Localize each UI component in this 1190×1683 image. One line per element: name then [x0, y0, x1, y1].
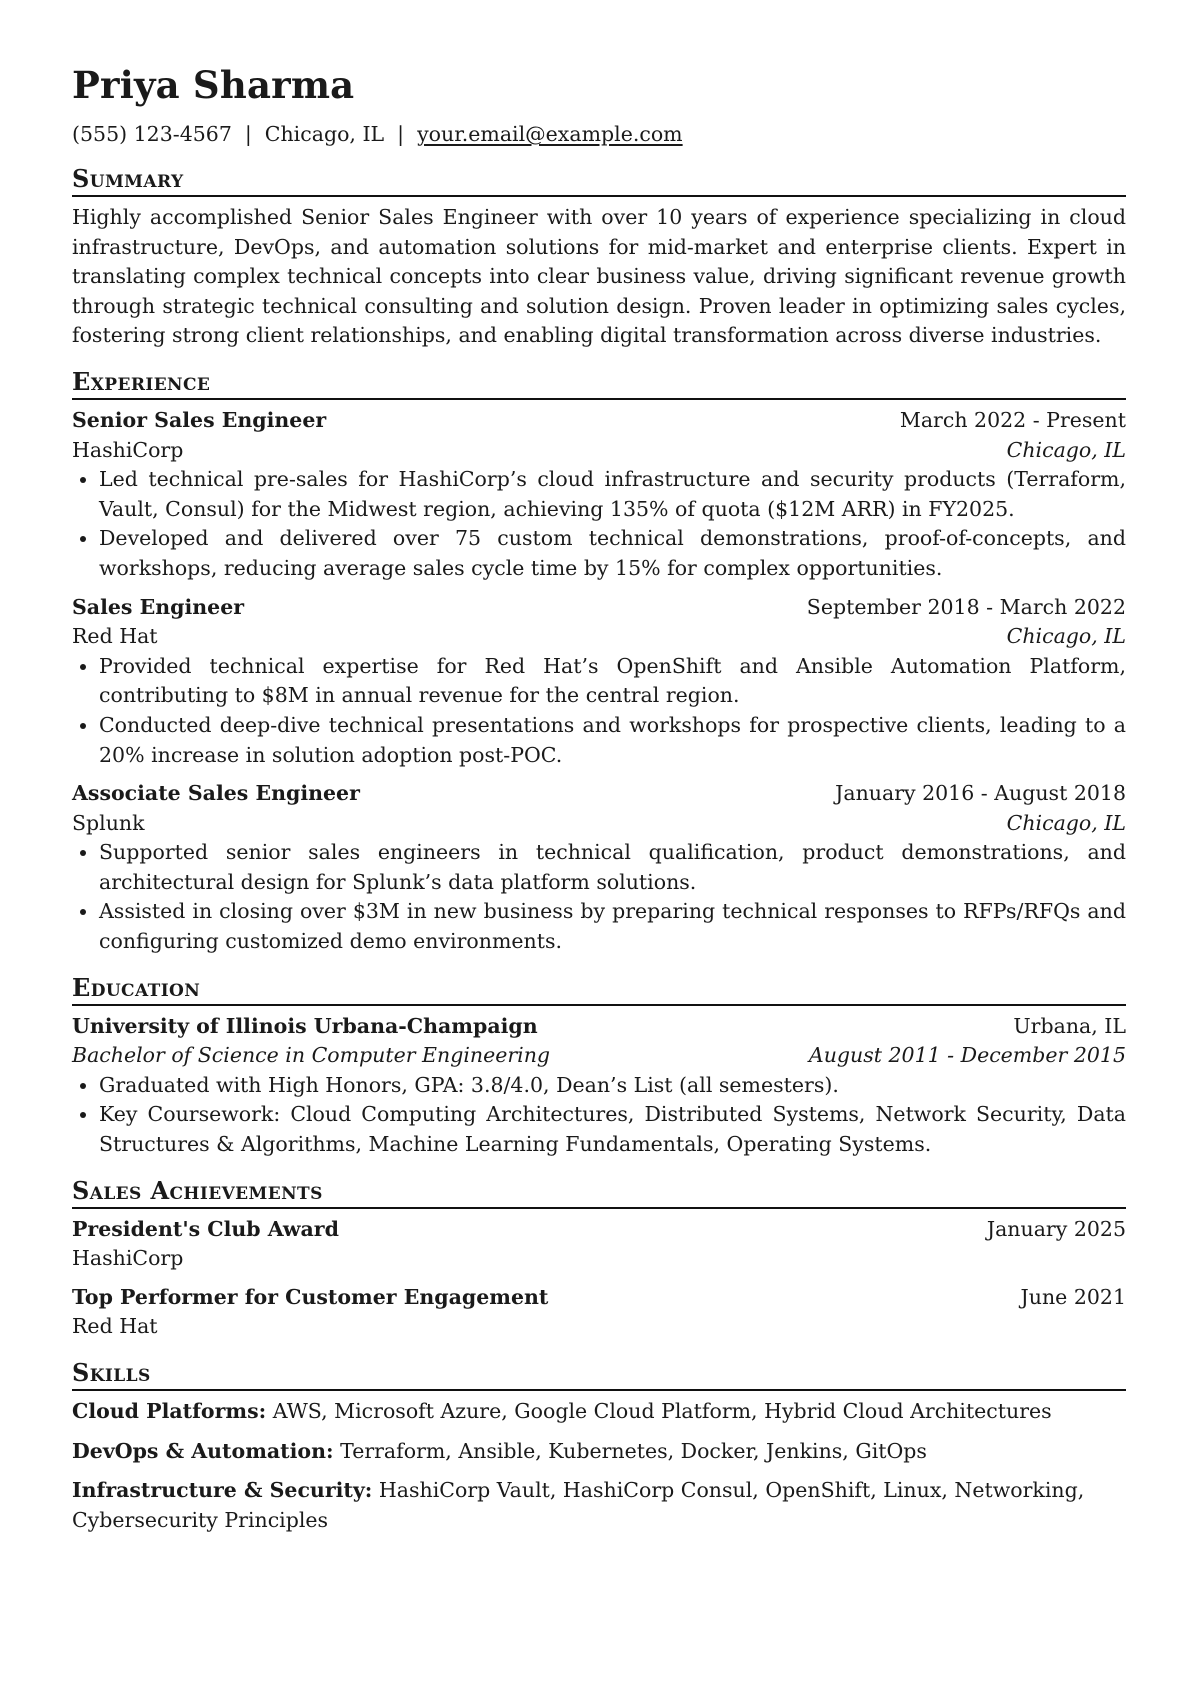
bullet-item: • Provided technical expertise for Red Hat’s OpenShift and Ansible Automation Platform, contributing to $8M in annual revenue for the central region. [99, 652, 1126, 711]
summary-text: Highly accomplished Senior Sales Engineer with over 10 years of experience specializing in cloud infrastructure, DevOps, and automation solutions for mid-market and enterprise clients. Expert in translating complex technical concepts into clear business value, driving significant revenue growth through strategic technical consulting and solution design. Proven leader in optimizing sales cycles, fostering strong client relationships, and enabling digital transformation across diverse industries. [72, 205, 1126, 348]
job-entry [72, 779, 1126, 957]
job-entry [72, 406, 1126, 584]
skill-category: Cloud Platforms: [72, 1399, 267, 1423]
award-organization: HashiCorp [72, 1246, 184, 1271]
award-name: Top Performer for Customer Engagement [72, 1284, 549, 1309]
education-entry [72, 1012, 1126, 1160]
degree-name: Bachelor of Science in Computer Engineering [72, 1043, 551, 1068]
bullet-item: • Graduated with High Honors, GPA: 3.8/4.0, Dean’s List (all semesters). [99, 1071, 1126, 1101]
education-bullets [72, 1071, 1126, 1160]
separator: | [244, 122, 252, 146]
school-name: University of Illinois Urbana-Champaign [72, 1013, 538, 1038]
school-location: Urbana, IL [1013, 1013, 1126, 1038]
job-dates: March 2022 - Present [899, 407, 1126, 432]
email-link[interactable]: your.email@example.com [417, 122, 683, 146]
company-name: Splunk [72, 810, 145, 835]
candidate-name: Priya Sharma [72, 63, 355, 107]
achievement-entry [72, 1283, 1126, 1342]
job-dates: January 2016 - August 2018 [835, 781, 1126, 806]
phone-number: (555) 123-4567 [72, 122, 232, 146]
job-bullets [72, 652, 1126, 770]
award-date: January 2025 [986, 1216, 1126, 1241]
separator: | [397, 122, 405, 146]
contact-line [72, 120, 1126, 148]
skill-values: AWS, Microsoft Azure, Google Cloud Platform, Hybrid Cloud Architectures [272, 1399, 1052, 1423]
job-title: Senior Sales Engineer [72, 407, 327, 432]
education-dates: August 2011 - December 2015 [808, 1043, 1126, 1068]
company-name: Red Hat [72, 624, 158, 649]
bullet-item: • Supported senior sales engineers in technical qualification, product demonstrations, and architectural design for Splunk’s data platform solutions. [99, 838, 1126, 897]
resume-page [72, 62, 1126, 1535]
section-title-experience: Experience [72, 367, 1126, 400]
achievement-entry [72, 1215, 1126, 1274]
bullet-item: • Key Coursework: Cloud Computing Architectures, Distributed Systems, Network Security, Data Structures & Algorithms, Machine Learning Fundamentals, Operating Systems. [99, 1100, 1126, 1159]
skill-category: Infrastructure & Security: [72, 1478, 373, 1503]
bullet-item: • Assisted in closing over $3M in new business by preparing technical responses to RFPs/RFQs and configuring customized demo environments. [99, 897, 1126, 956]
award-organization: Red Hat [72, 1314, 158, 1339]
award-name: President's Club Award [72, 1216, 339, 1241]
bullet-item: • Conducted deep-dive technical presentations and workshops for prospective clients, leading to a 20% increase in solution adoption post-POC. [99, 711, 1126, 770]
skill-category: DevOps & Automation: [72, 1438, 334, 1463]
bullet-item: • Developed and delivered over 75 custom technical demonstrations, proof-of-concepts, and workshops, reducing average sales cycle time by 15% for complex opportunities. [99, 524, 1126, 583]
job-dates: September 2018 - March 2022 [806, 594, 1126, 619]
award-date: June 2021 [1020, 1284, 1126, 1309]
company-name: HashiCorp [72, 437, 184, 462]
job-location: Chicago, IL [1006, 810, 1126, 835]
location: Chicago, IL [264, 122, 385, 146]
section-title-education: Education [72, 973, 1126, 1006]
job-title: Associate Sales Engineer [72, 781, 360, 806]
job-bullets [72, 465, 1126, 583]
skill-line [72, 1397, 1126, 1427]
job-location: Chicago, IL [1006, 437, 1126, 462]
job-bullets [72, 838, 1126, 956]
section-title-skills: Skills [72, 1358, 1126, 1391]
skill-values: HashiCorp Vault, HashiCorp Consul, OpenShift, Linux, Networking, Cybersecurity Principles [72, 1478, 1085, 1532]
bullet-item: • Led technical pre-sales for HashiCorp’s cloud infrastructure and security products (Terraform, Vault, Consul) for the Midwest region, achieving 135% of quota ($12M ARR) in FY2025. [99, 465, 1126, 524]
skill-line [72, 1476, 1126, 1535]
section-title-achievements: Sales Achievements [72, 1176, 1126, 1209]
skill-values: Terraform, Ansible, Kubernetes, Docker, Jenkins, GitOps [340, 1438, 927, 1463]
section-title-summary: Summary [72, 164, 1126, 197]
job-location: Chicago, IL [1006, 624, 1126, 649]
skill-line [72, 1437, 1126, 1467]
job-entry [72, 593, 1126, 771]
job-title: Sales Engineer [72, 594, 245, 619]
